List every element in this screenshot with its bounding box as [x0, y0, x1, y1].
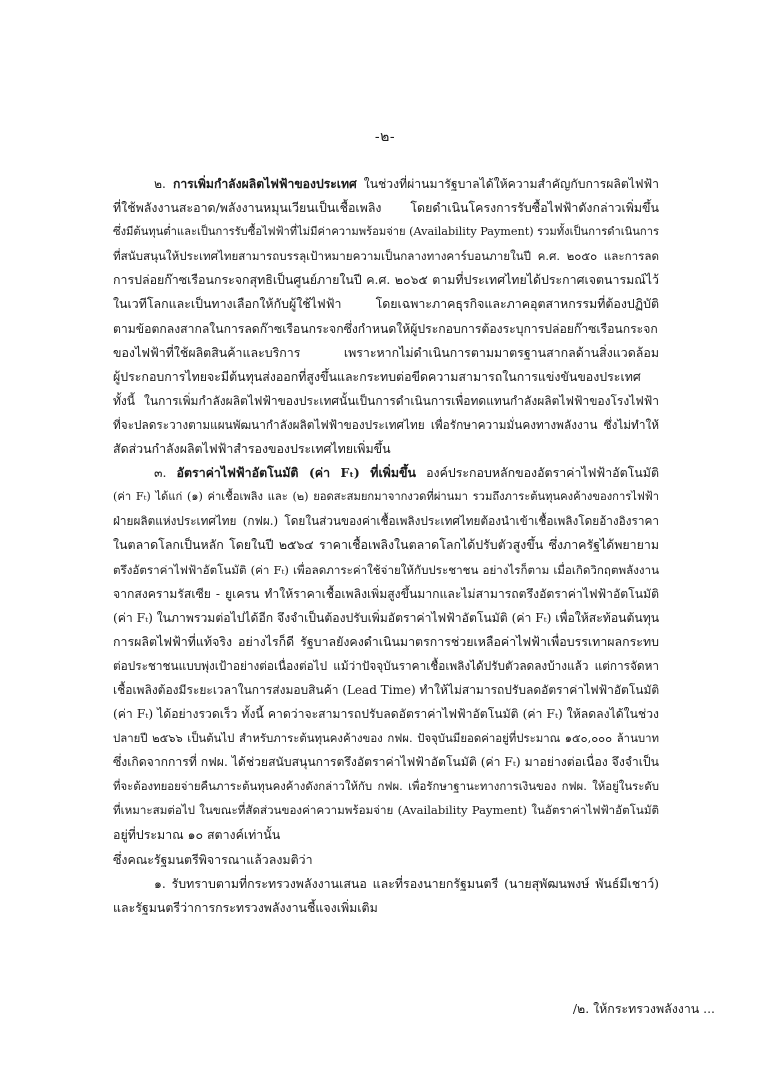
- section-3-line: ซึ่งเกิดจากการที่ กฟผ. ได้ช่วยสนับสนุนการตรึงอัตราค่าไฟฟ้าอัตโนมัติ (ค่า Fₜ) มาอย่างต่อเนื่อง จึงจำเป็น: [113, 755, 659, 770]
- section-2-line: ที่สนับสนุนให้ประเทศไทยสามารถบรรลุเป้าหมายความเป็นกลางทางคาร์บอนภายในปี ค.ศ. ๒๐๕๐ และการลด: [113, 249, 659, 264]
- section-2-line: สัดส่วนกำลังผลิตไฟฟ้าสำรองของประเทศไทยเพิ่มขึ้น: [113, 441, 391, 457]
- section-3-line: อยู่ที่ประมาณ ๑๐ สตางค์เท่านั้น: [113, 826, 281, 842]
- section-3-line: (ค่า Fₜ) ในภาพรวมต่อไปได้อีก จึงจำเป็นต้องปรับเพิ่มอัตราค่าไฟฟ้าอัตโนมัติ (ค่า Fₜ) เพื่อให้สะท้อนต้นทุน: [113, 610, 659, 625]
- section-2-line: ในเวทีโลกและเป็นทางเลือกให้กับผู้ใช้ไฟฟ้า โดยเฉพาะภาคธุรกิจและภาคอุตสาหกรรมที่ต้องปฏิบัติ: [113, 296, 659, 312]
- section-3-line: (ค่า Fₜ) ได้แก่ (๑) ค่าเชื้อเพลิง และ (๒) ยอดสะสมยกมาจากงวดที่ผ่านมา รวมถึงภาระต้นทุนคงค้างของการไฟฟ้า: [113, 490, 659, 504]
- section-2-line: ที่จะปลดระวางตามแผนพัฒนากำลังผลิตไฟฟ้าของประเทศไทย เพื่อรักษาความมั่นคงทางพลังงาน ซึ่งไม่ทำให้: [113, 417, 659, 432]
- section-2-line: ซึ่งมีต้นทุนต่ำและเป็นการรับซื้อไฟฟ้าที่ไม่มีค่าความพร้อมจ่าย (Availability Payment) รวมทั้งเป็นการดำเนินการ: [113, 225, 659, 239]
- section-2-title: การเพิ่มกำลังผลิตไฟฟ้าของประเทศ: [172, 177, 357, 191]
- section-2-line: ที่ใช้พลังงานสะอาด/พลังงานหมุนเวียนเป็นเชื้อเพลิง โดยดำเนินโครงการรับซื้อไฟฟ้าดังกล่าวเพิ่มขึ้น: [113, 200, 659, 216]
- section-2-first-line: [113, 172, 659, 196]
- resolution-item-1: ๑. รับทราบตามที่กระทรวงพลังงานเสนอ และที่รองนายกรัฐมนตรี (นายสุพัฒนพงษ์ พันธ์มีเชาว์): [154, 876, 659, 892]
- section-2-line: ผู้ประกอบการไทยจะมีต้นทุนส่งออกที่สูงขึ้นและกระทบต่อขีดความสามารถในการแข่งขันของประเทศ: [113, 368, 641, 384]
- section-2-intro: ในช่วงที่ผ่านมารัฐบาลได้ให้ความสำคัญกับการผลิตไฟฟ้า: [363, 177, 659, 191]
- section-3-line: เชื้อเพลิงต้องมีระยะเวลาในการส่งมอบสินค้า (Lead Time) ทำให้ไม่สามารถปรับลดอัตราค่าไฟฟ้าอัตโนมัติ: [113, 682, 659, 697]
- continuation-note: /๒. ให้กระทรวงพลังงาน ...: [572, 1001, 715, 1016]
- body-text: [113, 172, 659, 847]
- section-3-line: ในตลาดโลกเป็นหลัก โดยในปี ๒๕๖๔ ราคาเชื้อเพลิงในตลาดโลกได้ปรับตัวสูงขึ้น ซึ่งภาครัฐได้พยายาม: [113, 537, 659, 553]
- section-3-line: ปลายปี ๒๕๖๖ เป็นต้นไป สำหรับภาระต้นทุนคงค้างของ กฟผ. ปัจจุบันมียอดค่าอยู่ที่ประมาณ ๑๕๐,๐๐๐ ล้านบาท: [113, 731, 659, 746]
- resolution-block: [113, 848, 659, 920]
- section-3-line: ที่จะต้องทยอยจ่ายคืนภาระต้นทุนคงค้างดังกล่าวให้กับ กฟผ. เพื่อรักษาฐานะทางการเงินของ กฟผ. ให้อยู่ในระดับ: [113, 779, 659, 794]
- page-number: -๒-: [374, 129, 396, 145]
- section-3-first-line: [113, 461, 659, 485]
- section-3-line: ฝ่ายผลิตแห่งประเทศไทย (กฟผ.) โดยในส่วนของค่าเชื้อเพลิงประเทศไทยต้องนำเข้าเชื้อเพลิงโดยอ้างอิงราคา: [113, 514, 659, 529]
- section-3-number: ๓.: [154, 465, 167, 481]
- section-3-line: (ค่า Fₜ) ได้อย่างรวดเร็ว ทั้งนี้ คาดว่าจะสามารถปรับลดอัตราค่าไฟฟ้าอัตโนมัติ (ค่า Fₜ) ให้ลดลงได้ในช่วง: [113, 707, 659, 722]
- section-3-line: ต่อประชาชนแบบพุ่งเป้าอย่างต่อเนื่องต่อไป แม้ว่าปัจจุบันราคาเชื้อเพลิงได้ปรับตัวลดลงบ้างแล้ว แต่การจัดหา: [113, 658, 659, 673]
- section-3-title: อัตราค่าไฟฟ้าอัตโนมัติ (ค่า Fₜ) ที่เพิ่มขึ้น: [176, 465, 416, 481]
- section-3-line: การผลิตไฟฟ้าที่แท้จริง อย่างไรก็ดี รัฐบาลยังคงดำเนินมาตรการช่วยเหลือค่าไฟฟ้าเพื่อบรรเทาผลกระทบ: [113, 633, 659, 649]
- section-3-line: ที่เหมาะสมต่อไป ในขณะที่สัดส่วนของค่าความพร้อมจ่าย (Availability Payment) ในอัตราค่าไฟฟ้าอัตโนมัติ: [113, 803, 659, 818]
- section-3-line: จากสงครามรัสเซีย - ยูเครน ทำให้ราคาเชื้อเพลิงเพิ่มสูงขึ้นมากและไม่สามารถตรึงอัตราค่าไฟฟ้าอัตโนมัติ: [113, 586, 659, 601]
- section-2-line: ตามข้อตกลงสากลในการลดก๊าซเรือนกระจกซึ่งกำหนดให้ผู้ประกอบการต้องระบุการปล่อยก๊าซเรือนกระจก: [113, 321, 658, 336]
- section-2-line: ทั้งนี้ ในการเพิ่มกำลังผลิตไฟฟ้าของประเทศนั้นเป็นการดำเนินการเพื่อทดแทนกำลังผลิตไฟฟ้าของโรงไฟฟ้า: [113, 393, 659, 408]
- section-2-line: การปล่อยก๊าซเรือนกระจกสุทธิเป็นศูนย์ภายในปี ค.ศ. ๒๐๖๕ ตามที่ประเทศไทยได้ประกาศเจตนารมณ์ไว้: [113, 272, 659, 288]
- resolution-item-1-continued: และรัฐมนตรีว่าการกระทรวงพลังงานชี้แจงเพิ่มเติม: [113, 900, 378, 916]
- section-3-line: ตรึงอัตราค่าไฟฟ้าอัตโนมัติ (ค่า Fₜ) เพื่อลดภาระค่าใช้จ่ายให้กับประชาชน อย่างไรก็ตาม เมื่อเกิดวิกฤตพลังงาน: [113, 562, 659, 577]
- section-2-number: ๒.: [154, 177, 166, 191]
- section-3-intro: องค์ประกอบหลักของอัตราค่าไฟฟ้าอัตโนมัติ: [426, 465, 659, 481]
- section-2-line: ของไฟฟ้าที่ใช้ผลิตสินค้าและบริการ เพราะหากไม่ดำเนินการตามมาตรฐานสากลด้านสิ่งแวดล้อม: [113, 344, 659, 360]
- resolution-heading: ซึ่งคณะรัฐมนตรีพิจารณาแล้วลงมติว่า: [113, 852, 313, 867]
